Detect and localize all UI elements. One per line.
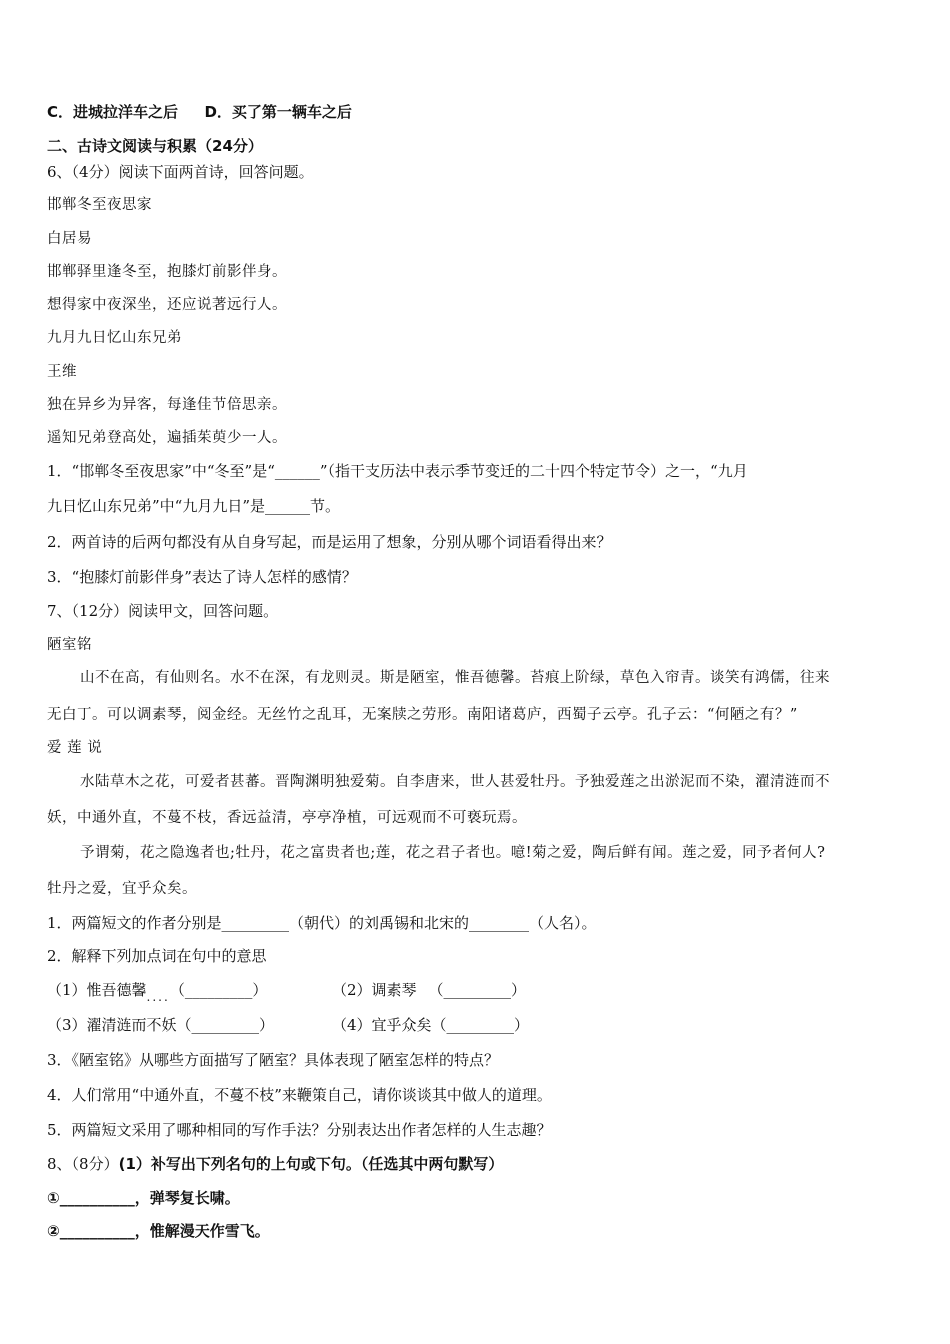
q6-stem: 6、（4分）阅读下面两首诗，回答问题。: [47, 163, 314, 181]
vocab-item3: （3）濯清涟而不妖（_________）: [47, 1016, 275, 1034]
option-d: D．买了第一辆车之后: [204, 103, 352, 121]
poem2-title: 九月九日忆山东兄弟: [47, 330, 182, 346]
q8-line1: ①__________，弹琴复长啸。: [47, 1189, 240, 1207]
q8-line2: ②__________，惟解漫天作雪飞。: [47, 1222, 270, 1240]
q7-vocab-row2: [47, 1015, 910, 1035]
poem1-author: 白居易: [47, 231, 92, 247]
vocab-item2: （2）调素琴: [332, 981, 417, 999]
q8-stem-prefix: 8、（8分）: [47, 1155, 119, 1173]
q6-sub3: 3．“抱膝灯前影伴身”表达了诗人怎样的感情？: [47, 568, 357, 586]
vocab-item2-blank: （_________）: [428, 981, 527, 999]
text1-para-line2: 无白丁。可以调素琴，阅金经。无丝竹之乱耳，无案牍之劳形。南阳诸葛庐，西蜀子云亭。孔子云：“何陋之有？”: [47, 707, 798, 723]
q8-stem: [47, 1154, 910, 1174]
poem2-author: 王维: [47, 364, 77, 380]
text2-para2-line1: 予谓菊，花之隐逸者也;牡丹，花之富贵者也;莲，花之君子者也。噫!菊之爱，陶后鲜有闻。莲之爱，同予者何人?: [80, 845, 826, 861]
options-line: [47, 102, 910, 122]
text1-para-line1: 山不在高，有仙则名。水不在深，有龙则灵。斯是陋室，惟吾德馨。苔痕上阶绿，草色入帘青。谈笑有鸿儒，往来: [80, 670, 830, 686]
text2-title: 爱 莲 说: [47, 740, 103, 756]
q7-vocab-row1: [47, 980, 910, 1004]
section-heading: 二、古诗文阅读与积累（24分）: [47, 137, 263, 155]
q7-sub4: 4．人们常用“中通外直，不蔓不枝”来鞭策自己，请你谈谈其中做人的道理。: [47, 1086, 552, 1104]
text2-para1-line1: 水陆草木之花，可爱者甚蕃。晋陶渊明独爱菊。自李唐来，世人甚爱牡丹。予独爱莲之出淤泥而不染，濯清涟而不: [80, 774, 830, 790]
text2-para1-line2: 妖，中通外直，不蔓不枝，香远益清，亭亭净植，可远观而不可亵玩焉。: [47, 810, 527, 826]
q7-sub1: 1．两篇短文的作者分别是_________（朝代）的刘禹锡和北宋的________（人名）。: [47, 914, 597, 932]
q7-stem: 7、（12分）阅读甲文，回答问题。: [47, 602, 279, 620]
emphasis-dots: ....: [146, 990, 170, 1004]
vocab-item2-group: [332, 980, 526, 1000]
text1-title: 陋室铭: [47, 637, 92, 653]
q7-sub2: 2．解释下列加点词在句中的意思: [47, 947, 267, 965]
vocab-item4: （4）宜乎众矣（_________）: [332, 1016, 530, 1034]
text2-para2-line2: 牡丹之爱，宜乎众矣。: [47, 881, 197, 897]
q6-sub1-b: 九日忆山东兄弟”中“九月九日”是______节。: [47, 497, 341, 515]
poem1-line2: 想得家中夜深坐，还应说著远行人。: [47, 297, 287, 313]
vocab-item1: （1）惟吾德馨: [47, 981, 147, 999]
poem1-line1: 邯郸驿里逢冬至，抱膝灯前影伴身。: [47, 264, 287, 280]
vocab-item1-blank: （_________）: [169, 981, 268, 999]
q7-sub5: 5．两篇短文采用了哪种相同的写作手法？分别表达出作者怎样的人生志趣？: [47, 1121, 552, 1139]
poem2-line2: 遥知兄弟登高处，遍插茱萸少一人。: [47, 430, 287, 446]
q8-stem-bold: (1）补写出下列名句的上句或下句。（任选其中两句默写）: [118, 1155, 504, 1173]
poem2-line1: 独在异乡为异客，每逢佳节倍思亲。: [47, 397, 287, 413]
option-c: C．进城拉洋车之后: [47, 103, 179, 121]
q7-sub3: 3．《陋室铭》从哪些方面描写了陋室？具体表现了陋室怎样的特点？: [47, 1051, 500, 1069]
q6-sub1-a: 1．“邯郸冬至夜思家”中“冬至”是“______”（指干支历法中表示季节变迁的二十四个特定节令）之一，“九月: [47, 462, 748, 480]
q6-sub2: 2．两首诗的后两句都没有从自身写起，而是运用了想象，分别从哪个词语看得出来？: [47, 533, 612, 551]
poem1-title: 邯郸冬至夜思家: [47, 197, 152, 213]
